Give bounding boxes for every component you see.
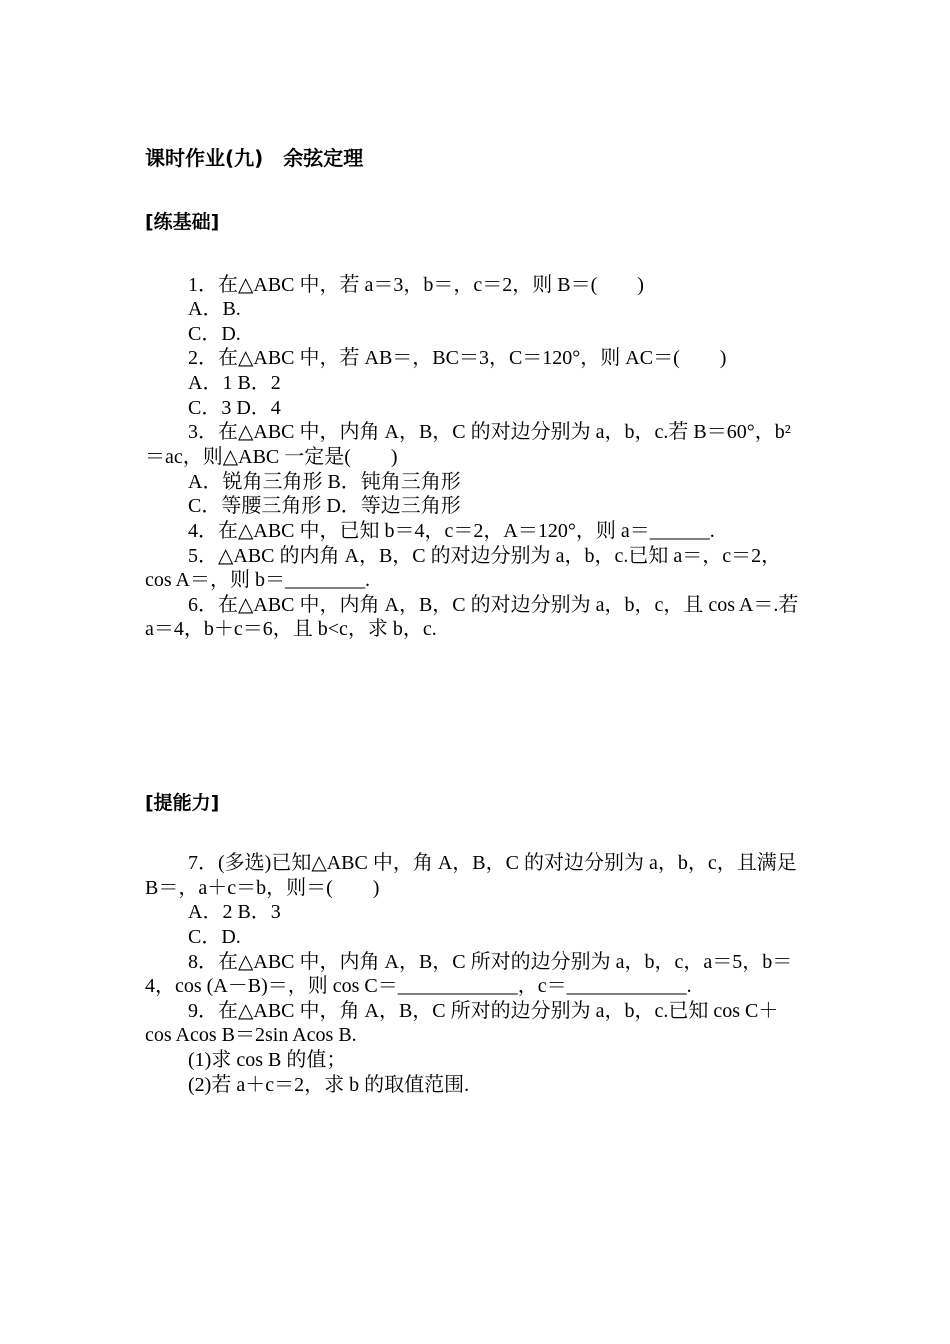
question-1-options-ab: A．B. [188, 298, 241, 320]
question-7-stem-cont: B＝，a＋c＝b，则＝( ) [145, 877, 380, 899]
question-5-stem-cont: cos A＝，则 b＝________. [145, 569, 370, 591]
section-heading-basic: [练基础] [145, 211, 220, 233]
question-7-options-cd: C．D. [188, 926, 241, 948]
question-3-options-ab: A．锐角三角形 B．钝角三角形 [188, 471, 461, 493]
question-7-options-ab: A．2 B．3 [188, 901, 281, 923]
question-1-stem: 1．在△ABC 中，若 a＝3，b＝，c＝2，则 B＝( ) [188, 274, 644, 296]
question-6-stem: 6．在△ABC 中，内角 A，B，C 的对边分别为 a，b，c，且 cos A＝.若 [188, 594, 799, 616]
question-5-stem: 5．△ABC 的内角 A，B，C 的对边分别为 a，b，c.已知 a＝，c＝2， [188, 545, 782, 567]
question-9-stem-cont: cos Acos B＝2sin Acos B. [145, 1024, 357, 1046]
question-3-stem-cont: ＝ac，则△ABC 一定是( ) [145, 446, 398, 468]
question-7-stem: 7．(多选)已知△ABC 中，角 A，B，C 的对边分别为 a，b，c，且满足 [188, 852, 797, 874]
question-8-stem: 8．在△ABC 中，内角 A，B，C 所对的边分别为 a，b，c，a＝5，b＝ [188, 951, 793, 973]
question-9-stem: 9．在△ABC 中，角 A，B，C 所对的边分别为 a，b，c.已知 cos C＋ [188, 1000, 779, 1022]
question-1-options-cd: C．D. [188, 323, 241, 345]
question-3-stem: 3．在△ABC 中，内角 A，B，C 的对边分别为 a，b，c.若 B＝60°，b² [188, 421, 791, 443]
question-8-stem-cont: 4，cos (A－B)＝，则 cos C＝____________，c＝____________. [145, 975, 692, 997]
page-title: 课时作业(九) 余弦定理 [145, 146, 364, 170]
section-heading-advanced: [提能力] [145, 792, 220, 814]
question-2-options-cd: C．3 D．4 [188, 397, 281, 419]
question-6-stem-cont: a＝4，b＋c＝6，且 b<c，求 b，c. [145, 618, 437, 640]
question-9-part-2: (2)若 a＋c＝2，求 b 的取值范围. [188, 1074, 470, 1096]
question-2-stem: 2．在△ABC 中，若 AB＝，BC＝3，C＝120°，则 AC＝( ) [188, 347, 727, 369]
question-3-options-cd: C．等腰三角形 D．等边三角形 [188, 495, 461, 517]
question-4-stem: 4．在△ABC 中，已知 b＝4，c＝2，A＝120°，则 a＝______. [188, 520, 715, 542]
question-2-options-ab: A．1 B．2 [188, 372, 281, 394]
question-9-part-1: (1)求 cos B 的值； [188, 1049, 347, 1071]
